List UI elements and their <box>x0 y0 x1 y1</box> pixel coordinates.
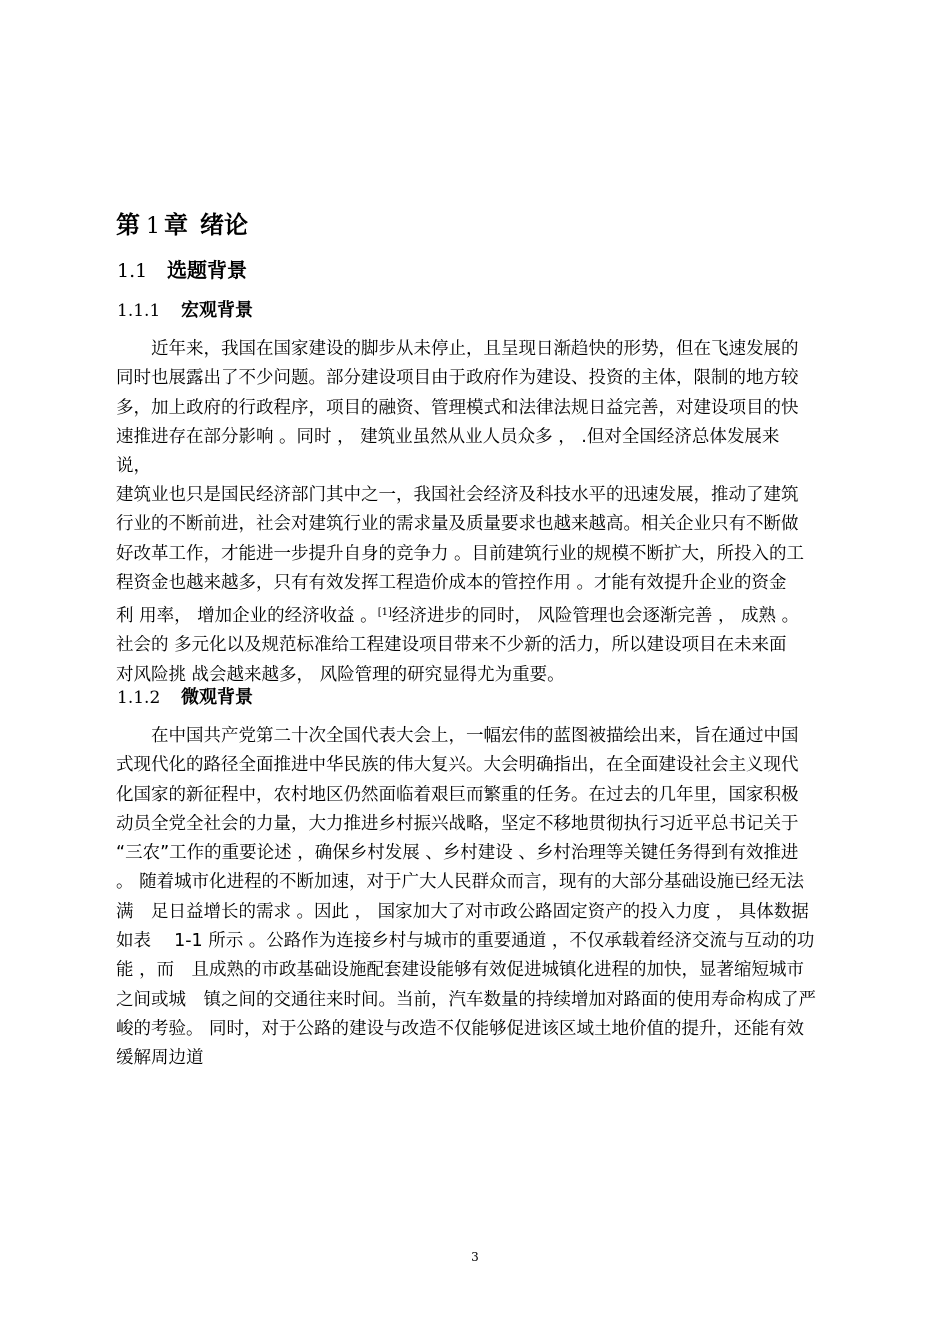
chapter-title <box>116 205 248 247</box>
text-line: 近年来，我国在国家建设的脚步从未停止，且呈现日渐趋快的形势，但在飞速发展的 <box>116 339 799 359</box>
text-segment: 经济进步的同时， 风险管理也会逐渐完善 ， 成熟 。 <box>391 606 800 627</box>
subsection-number: 1.1.2 <box>117 688 161 708</box>
text-line: 程资金也越来越多，只有有效发挥工程造价成本的管控作用 。才能有效提升企业的资金 <box>116 572 787 593</box>
subsection-heading-micro <box>117 681 253 715</box>
section-heading <box>117 252 247 289</box>
text-line: 同时也展露出了不少问题。部分建设项目由于政府作为建设、投资的主体，限制的地方较 <box>116 368 799 389</box>
subsection-heading-macro <box>117 294 253 328</box>
text-line: 好改革工作，才能进一步提升自身的竞争力 。目前建筑行业的规模不断扩大，所投入的工 <box>116 543 805 564</box>
text-line: 满 足日益增长的需求 。因此 ， 国家加大了对市政公路固定资产的投入力度 ， 具体数据 <box>116 901 809 922</box>
section-title: 选题背景 <box>167 258 247 282</box>
text-line: 。 随着城市化进程的不断加速，对于广大人民群众而言，现有的大部分基础设施已经无法 <box>116 872 805 893</box>
chapter-suffix: 章 <box>164 211 188 239</box>
section-number: 1.1 <box>117 260 148 282</box>
text-line: 行业的不断前进，社会对建筑行业的需求量及质量要求也越来越高。相关企业只有不断做 <box>116 514 799 535</box>
text-line: 之间或城 镇之间的交通往来时间。当前，汽车数量的持续增加对路面的使用寿命构成了严 <box>116 989 816 1010</box>
text-line: 缓解周边道 <box>116 1048 204 1069</box>
subsection-title: 宏观背景 <box>181 300 253 321</box>
chapter-prefix: 第 <box>116 211 140 239</box>
text-segment: 利 用率， 增加企业的经济收益 。 <box>116 606 378 627</box>
text-line: 社会的 多元化以及规范标准给工程建设项目带来不少新的活力，所以建设项目在未来面 <box>116 635 787 656</box>
text-line: 动员全党全社会的力量，大力推进乡村振兴战略，坚定不移地贯彻执行习近平总书记关于 <box>116 813 799 834</box>
text-line: 建筑业也只是国民经济部门其中之一，我国社会经济及科技水平的迅速发展，推动了建筑 <box>116 485 799 505</box>
text-line: “三农”工作的重要论述 ，确保乡村发展 、乡村建设 、乡村治理等关键任务得到有效推进 <box>116 843 799 864</box>
text-line: 在中国共产党第二十次全国代表大会上，一幅宏伟的蓝图被描绘出来，旨在通过中国 <box>116 726 799 746</box>
text-line: 峻的考验。 同时，对于公路的建设与改造不仅能够促进该区域土地价值的提升，还能有效 <box>116 1018 805 1039</box>
text-line: 速推进存在部分影响 。同时 ， 建筑业虽然从业人员众多 ， .但对全国经济总体发展来 <box>116 426 780 447</box>
chapter-number: 1 <box>146 214 160 239</box>
text-line: 说， <box>116 456 151 477</box>
text-line: 式现代化的路径全面推进中华民族的伟大复兴。大会明确指出，在全面建设社会主义现代 <box>116 755 799 776</box>
text-line-with-citation <box>116 598 856 631</box>
chapter-name: 绪论 <box>200 211 248 239</box>
text-line: 能 ，而 且成熟的市政基础设施配套建设能够有效促进城镇化进程的加快，显著缩短城市 <box>116 960 805 981</box>
text-line: 多，加上政府的行政程序，项目的融资、管理模式和法律法规日益完善，对建设项目的快 <box>116 397 799 418</box>
text-line: 如表 1-1 所示 。公路作为连接乡村与城市的重要通道 ，不仅承载着经济交流与互动的功 <box>116 931 815 952</box>
text-line: 对风险挑 战会越来越多， 风险管理的研究显得尤为重要。 <box>116 664 565 685</box>
paragraph-micro <box>116 722 856 1074</box>
subsection-title: 微观背景 <box>181 687 253 708</box>
paragraph-macro-body <box>116 481 856 690</box>
subsection-number: 1.1.1 <box>117 301 161 321</box>
paragraph-macro-intro <box>116 335 856 481</box>
text-line: 化国家的新征程中，农村地区仍然面临着艰巨而繁重的任务。在过去的几年里，国家积极 <box>116 784 799 805</box>
citation-reference: [1] <box>377 607 392 619</box>
page-number: 3 <box>471 1250 479 1264</box>
